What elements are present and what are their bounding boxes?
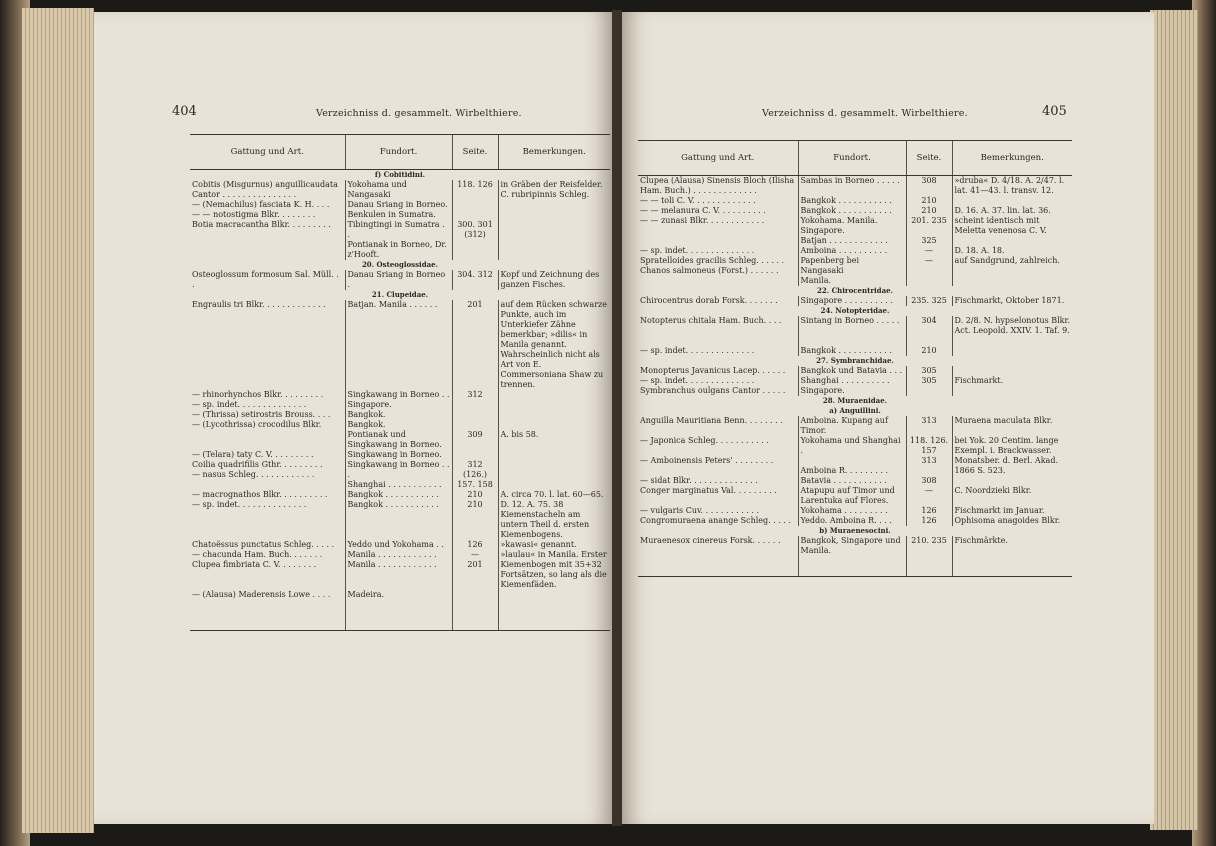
page-ref-cell: 308 — 126 126	[906, 476, 952, 526]
column-header: Bemerkungen.	[952, 141, 1072, 176]
family-heading	[638, 526, 1072, 536]
column-header: Seite.	[452, 135, 498, 170]
locality-cell: Danau Sriang in Borneo. Benkulen in Sumatra. Tibingtingi in Sumatra . . Pontianak in Borneo, Dr. z'Hooft.	[345, 200, 452, 260]
table-row	[190, 590, 610, 631]
left-page	[94, 12, 612, 824]
table-row	[190, 490, 610, 540]
locality-cell: Bangkok, Singapore und Manila.	[798, 536, 906, 577]
page-ref-cell: 325 — —	[906, 236, 952, 286]
species-cell: — rhinorhynchos Blkr. . . . . . . . . — sp. indet. . . . . . . . . . . . . . — (Thrissa) setirostris Brouss. . . . — (Lycothrissa) crocodilus Blkr.	[192, 390, 331, 429]
table-row	[638, 476, 1072, 526]
column-header: Bemerkungen.	[498, 135, 610, 170]
page-ref-cell: 312	[452, 390, 498, 430]
family-heading	[638, 396, 1072, 406]
column-header: Fundort.	[798, 141, 906, 176]
family-heading-text: a) Anguillini.	[829, 406, 881, 415]
species-cell: — — toli C. V. . . . . . . . . . . . . — — melanura C. V. . . . . . . . . . — — zunasi Blkr. . . . . . . . . . . .	[640, 196, 766, 225]
locality-cell: Singapore . . . . . . . . . .	[798, 296, 906, 306]
remarks-cell: Fischmärkte.	[952, 536, 1072, 577]
remarks-cell: »kawasi« genannt. »laulau« in Manila. Erster Kiemenbogen mit 35+32 Fortsätzen, so lang als die Kiemenfäden.	[498, 540, 610, 590]
running-head: Verzeichniss d. gesammelt. Wirbelthiere.	[316, 108, 522, 119]
page-number: 404	[172, 104, 197, 119]
table-row	[190, 390, 610, 430]
remarks-cell: auf dem Rücken schwarze Punkte, auch im Unterkiefer Zähne bemerkbar; »dilis« in Manila genannt. Wahrscheinlich nicht als Art von E. Commersoniana Shaw zu trennen.	[498, 300, 610, 390]
species-cell: Cobitis (Misgurnus) anguillicaudata Cantor . . . . . . . . . . . . . . .	[192, 180, 338, 199]
page-ref-cell: 235. 325	[906, 296, 952, 306]
family-heading	[638, 286, 1072, 296]
table-row	[638, 366, 1072, 396]
remarks-cell: D. 18. A. 18. auf Sandgrund, zahlreich.	[952, 236, 1072, 286]
table-row	[638, 236, 1072, 286]
family-heading-text: 24. Notopteridae.	[820, 306, 890, 315]
locality-cell: Amboina. Kupang auf Timor.	[798, 416, 906, 436]
page-ref-cell: 210 210 201. 235	[906, 196, 952, 236]
species-cell: Monopterus Javanicus Lacep. . . . . . — sp. indet. . . . . . . . . . . . . . Symbranchus oulgans Cantor . . . . .	[640, 366, 786, 395]
page-ref-cell	[452, 590, 498, 631]
remarks-cell: Muraena maculata Blkr.	[952, 416, 1072, 436]
species-cell: — (Nemachilus) fasciata K. H. . . . — — notostigma Blkr. . . . . . . . Botia macracantha Blkr. . . . . . . . .	[192, 200, 331, 229]
remarks-cell	[498, 390, 610, 430]
page-ref-cell: 304 210	[906, 316, 952, 356]
family-heading	[638, 406, 1072, 416]
family-heading	[638, 356, 1072, 366]
family-heading-text: b) Muraenesocini.	[819, 526, 891, 535]
page-ref-cell: 118. 126	[452, 180, 498, 200]
page-ref-cell: 300. 301 (312)	[452, 200, 498, 260]
locality-cell: Bangkok und Batavia . . . Shanghai . . . . . . . . . . Singapore.	[798, 366, 906, 396]
family-heading-text: f) Cobitidini.	[374, 170, 426, 179]
locality-cell: Batjan. Manila . . . . . .	[345, 300, 452, 390]
species-table	[190, 134, 610, 631]
species-cell: — (Alausa) Maderensis Lowe . . . .	[190, 590, 345, 631]
locality-cell: Bangkok . . . . . . . . . . . Bangkok . . . . . . . . . . . Yokohama. Manila. Singapore.	[798, 196, 906, 236]
remarks-cell: C. Noordzieki Blkr. Fischmarkt im Januar. Ophisoma anagoides Blkr.	[952, 476, 1072, 526]
species-cell: Chatoëssus punctatus Schleg. . . . . — chacunda Ham. Buch. . . . . . . Clupea fimbriata C. V. . . . . . . .	[192, 540, 335, 569]
species-cell: — macrognathos Blkr. . . . . . . . . . — sp. indet. . . . . . . . . . . . . .	[192, 490, 328, 509]
family-heading	[638, 306, 1072, 316]
species-cell: Chirocentrus dorab Forsk. . . . . . .	[640, 296, 778, 305]
remarks-cell	[498, 200, 610, 260]
table-row	[638, 436, 1072, 476]
family-heading-text: 28. Muraenidae.	[822, 396, 888, 405]
page-ref-cell: 313	[906, 416, 952, 436]
page-ref-cell: 210 210	[452, 490, 498, 540]
page-ref-cell: 201	[452, 300, 498, 390]
locality-cell: Yeddo und Yokohama . . Manila . . . . . . . . . . . . Manila . . . . . . . . . . . .	[345, 540, 452, 590]
page-ref-cell: 305 305	[906, 366, 952, 396]
species-cell: — sp. indet. . . . . . . . . . . . . . Spratelloides gracilis Schleg. . . . . . Chanos salmoneus (Forst.) . . . . . .	[640, 246, 785, 275]
species-table	[638, 140, 1072, 577]
remarks-cell: in Gräben der Reisfelder. C. rubripinnis Schleg.	[498, 180, 610, 200]
column-header: Seite.	[906, 141, 952, 176]
family-heading-text: 21. Clupeidae.	[371, 290, 429, 299]
remarks-cell: A. bis 58.	[498, 430, 610, 490]
family-heading-text: 20. Osteoglossidae.	[361, 260, 439, 269]
page-ref-cell: 210. 235	[906, 536, 952, 577]
locality-cell: Yokohama und Nangasaki	[345, 180, 452, 200]
right-page	[622, 12, 1154, 824]
remarks-cell	[498, 590, 610, 631]
remarks-cell: »druba« D. 4/18. A. 2/47. l. lat. 41—43. l. transv. 12.	[952, 176, 1072, 197]
locality-cell: Batjan . . . . . . . . . . . . Amboina . . . . . . . . . . Papenberg bei Nangasaki Manila.	[798, 236, 906, 286]
table-row	[638, 296, 1072, 306]
table-row	[638, 176, 1072, 197]
species-cell: Engraulis tri Blkr. . . . . . . . . . . . .	[192, 300, 326, 309]
table-row	[638, 316, 1072, 356]
page-ref-cell: 118. 126. 157 313	[906, 436, 952, 476]
locality-cell: Yokohama und Shanghai . Amboina R. . . . . . . . .	[798, 436, 906, 476]
column-header: Gattung und Art.	[638, 141, 798, 176]
remarks-cell: A. circa 70. l. lat. 60—65. D. 12. A. 75. 38 Kiemenstacheln am untern Theil d. ersten Kiemenbogens.	[498, 490, 610, 540]
table-row	[190, 300, 610, 390]
table-row	[190, 200, 610, 260]
species-cell: — sidat Blkr. . . . . . . . . . . . . . Conger marginatus Val. . . . . . . . . — vulgaris Cuv. . . . . . . . . . . . Congromuraena anange Schleg. . . . .	[640, 476, 792, 525]
table-row	[638, 416, 1072, 436]
family-heading-text: 27. Symbranchidae.	[816, 356, 894, 365]
table-row	[638, 196, 1072, 236]
species-cell: Muraenesox cinereus Forsk. . . . . .	[638, 536, 798, 577]
column-header: Gattung und Art.	[190, 135, 345, 170]
remarks-cell: D. 16. A. 37. lin. lat. 36. scheint identisch mit Meletta venenosa C. V.	[952, 196, 1072, 236]
locality-cell: Bangkok . . . . . . . . . . . Bangkok . . . . . . . . . . .	[345, 490, 452, 540]
page-ref-cell: 304. 312	[452, 270, 498, 290]
remarks-cell: Kopf und Zeichnung des ganzen Fisches.	[498, 270, 610, 290]
table-row	[190, 430, 610, 490]
remarks-cell: Fischmarkt, Oktober 1871.	[952, 296, 1072, 306]
table-row	[190, 180, 610, 200]
column-header: Fundort.	[345, 135, 452, 170]
locality-cell: Singkawang in Borneo . . Singapore. Bangkok. Bangkok.	[345, 390, 452, 430]
table-row	[190, 540, 610, 590]
family-heading	[190, 260, 610, 270]
page-number: 405	[1042, 104, 1067, 119]
family-heading-text: 22. Chirocentridae.	[817, 286, 893, 295]
locality-cell: Sambas in Borneo . . . . .	[798, 176, 906, 197]
species-cell: Clupea (Alausa) Sinensis Bloch (Ilisha Ham. Buch.) . . . . . . . . . . . . .	[640, 176, 795, 195]
page-ref-cell: 309 312 (126.) 157. 158	[452, 430, 498, 490]
family-heading	[190, 290, 610, 300]
species-cell: Osteoglossum formosum Sal. Müll. . .	[192, 270, 339, 289]
locality-cell: Sintang in Borneo . . . . . Bangkok . . . . . . . . . . .	[798, 316, 906, 356]
locality-cell: Madeira.	[345, 590, 452, 631]
family-heading	[190, 170, 610, 181]
species-cell: — (Telara) taty C. V. . . . . . . . . Coilia quadrifilis Gthr. . . . . . . . . — nasus Schleg. . . . . . . . . . . .	[192, 450, 323, 479]
locality-cell: Danau Sriang in Borneo .	[345, 270, 452, 290]
remarks-cell: bei Yok. 20 Centim. lange Exempl. i. Brackwasser. Monatsber. d. Berl. Akad. 1866 S. 523.	[952, 436, 1072, 476]
page-ref-cell: 308	[906, 176, 952, 197]
locality-cell: Pontianak und Singkawang in Borneo. Singkawang in Borneo. Singkawang in Borneo . . . Shanghai . . . . . . . . . . .	[345, 430, 452, 490]
species-cell: Anguilla Mauritiana Benn. . . . . . . .	[640, 416, 783, 425]
remarks-cell: Fischmarkt.	[952, 366, 1072, 396]
remarks-cell: D. 2/8. N. hypselonotus Blkr. Act. Leopold. XXIV. 1. Taf. 9.	[952, 316, 1072, 356]
running-head: Verzeichniss d. gesammelt. Wirbelthiere.	[762, 108, 968, 119]
table-row	[190, 270, 610, 290]
species-cell: — Japonica Schleg. . . . . . . . . . . — Amboinensis Peters' . . . . . . . .	[640, 436, 774, 465]
table-row	[638, 536, 1072, 577]
species-cell: Notopterus chitala Ham. Buch. . . . — sp. indet. . . . . . . . . . . . . .	[640, 316, 782, 355]
page-ref-cell: 126 — 201	[452, 540, 498, 590]
locality-cell: Batavia . . . . . . . . . . . Atapupu auf Timor und Larentuka auf Flores. Yokohama . . . . . . . . . Yeddo. Amboina R. . . .	[798, 476, 906, 526]
